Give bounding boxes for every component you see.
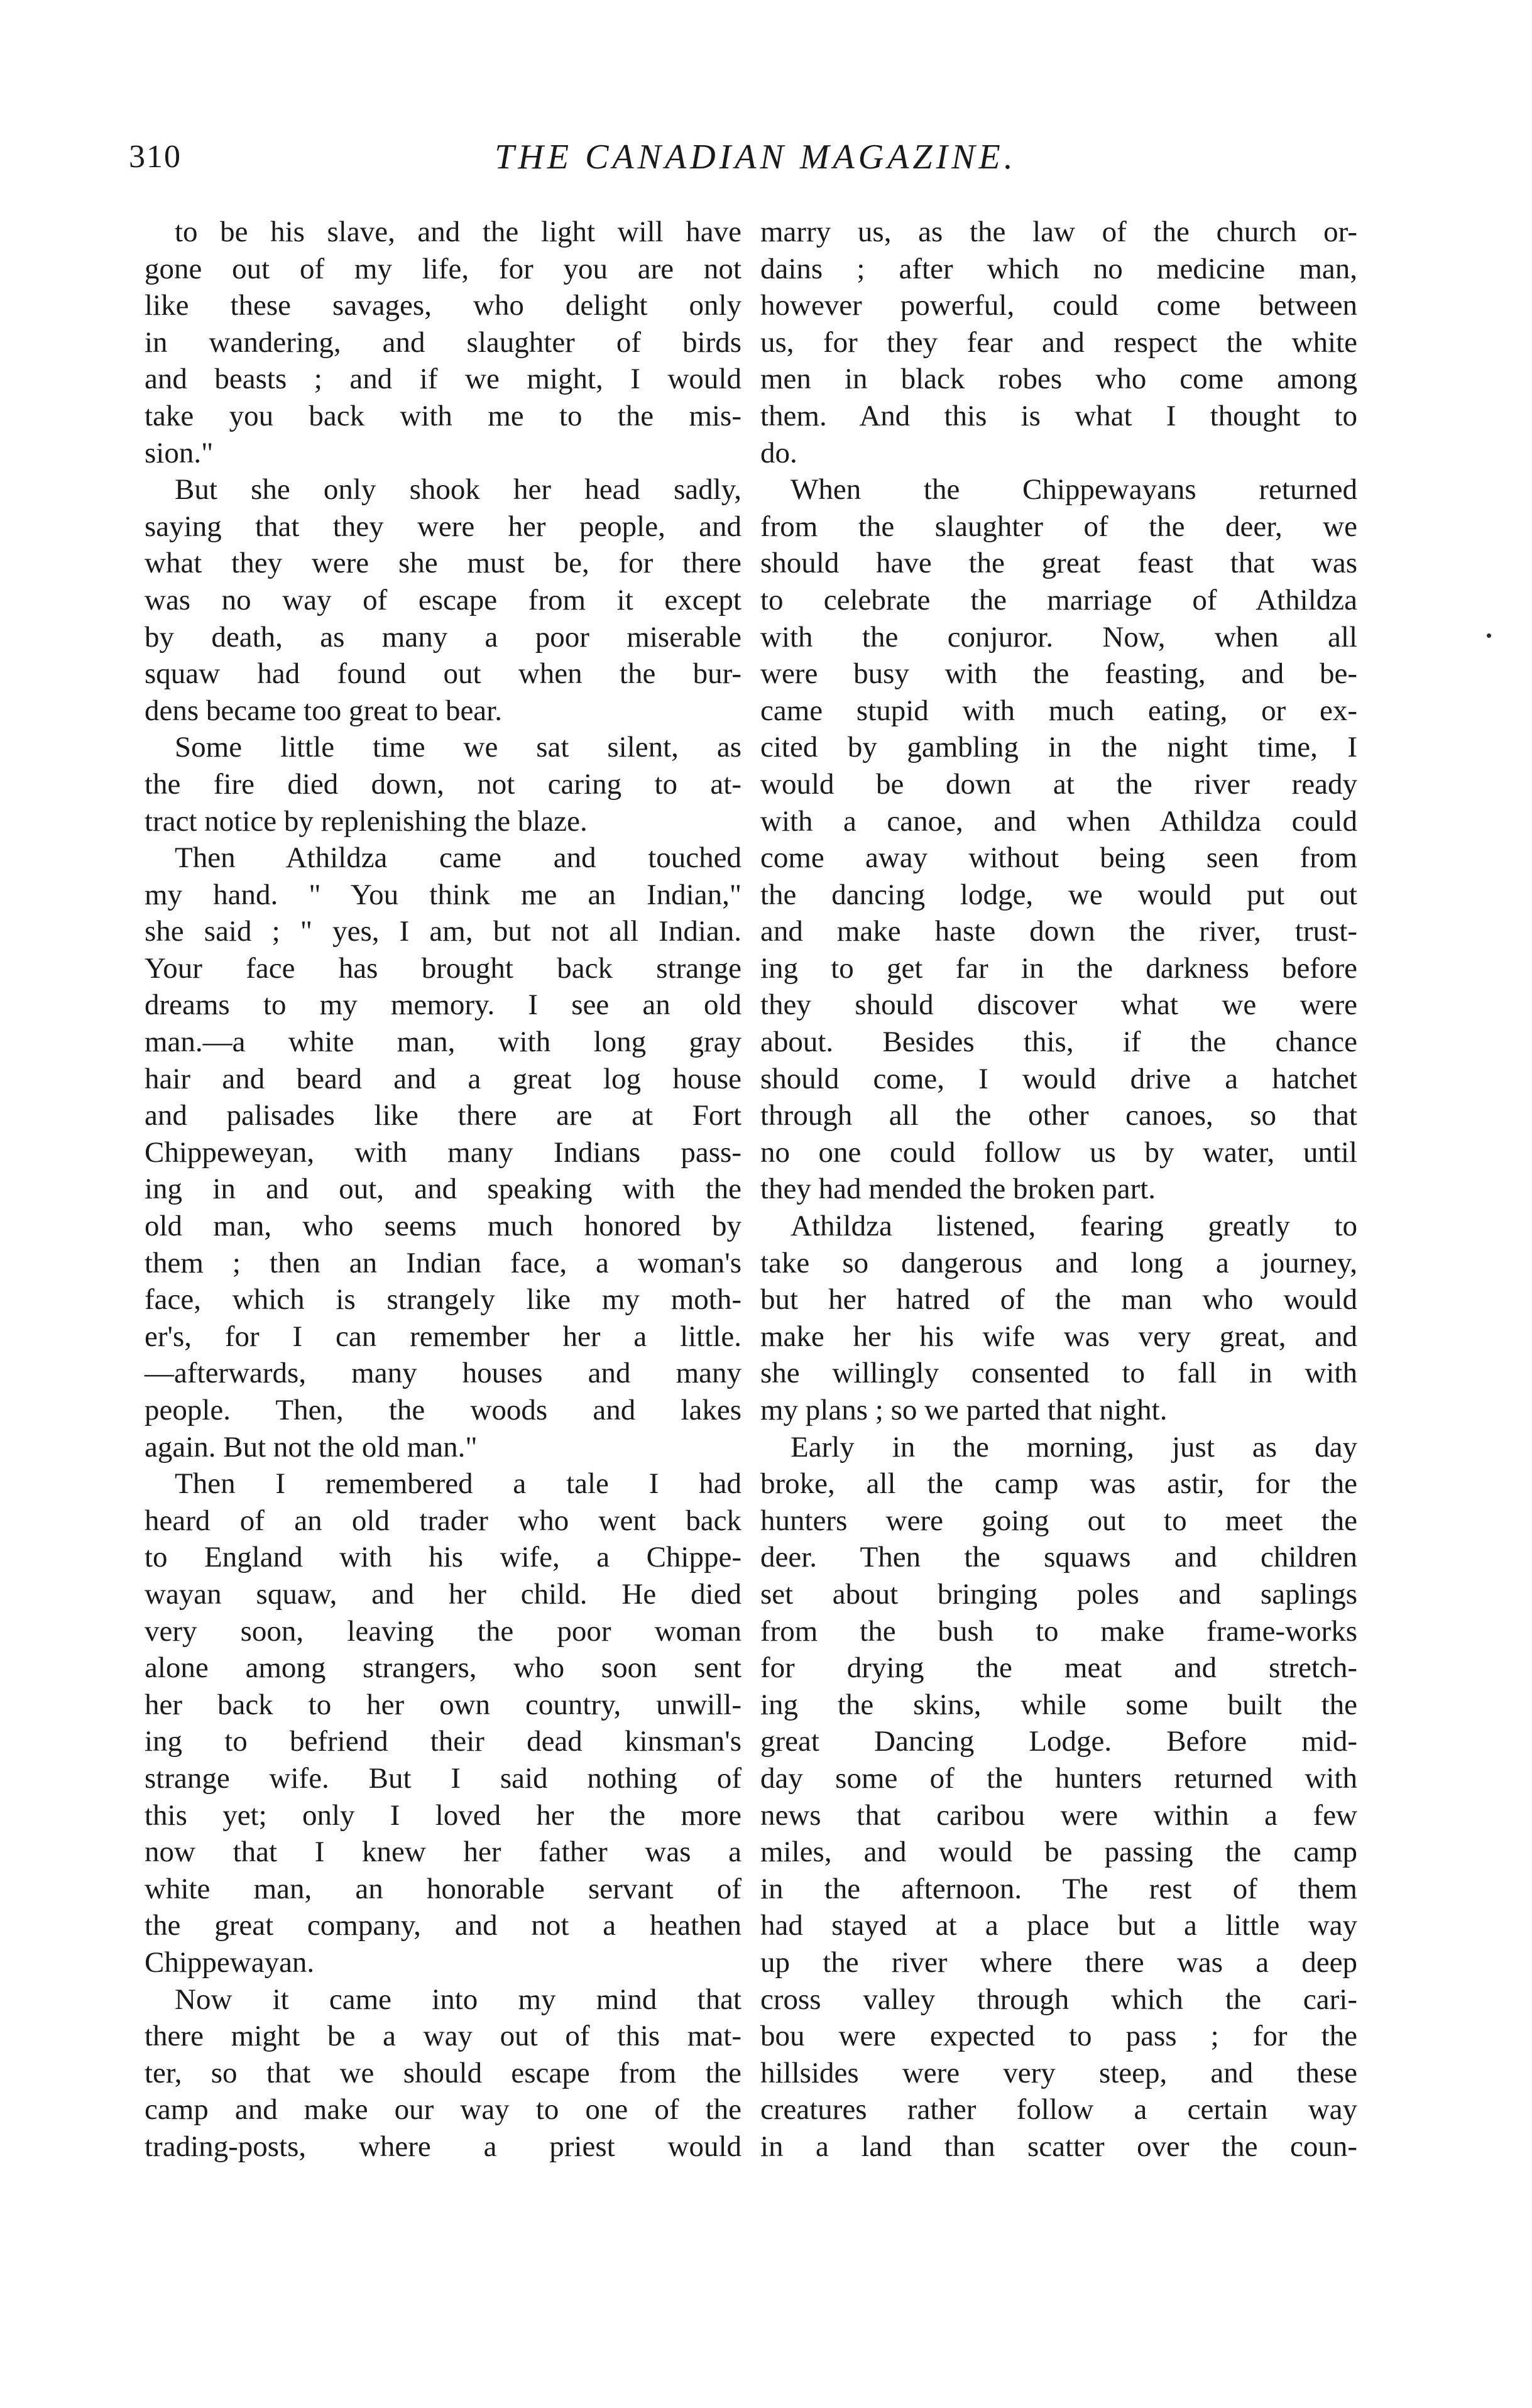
text-line: old man, who seems much honored by bbox=[145, 1210, 741, 1243]
page-header bbox=[129, 129, 1382, 185]
text-line: marry us, as the law of the church or- bbox=[760, 216, 1357, 248]
text-line: Early in the morning, just as day bbox=[791, 1430, 1357, 1464]
text-line: about. Besides this, if the chance bbox=[760, 1026, 1357, 1059]
text-line: ing to befriend their dead kinsman's bbox=[145, 1725, 741, 1758]
text-line: up the river where there was a deep bbox=[760, 1946, 1357, 1979]
text-line: them. And this is what I thought to bbox=[760, 399, 1357, 432]
text-line: wayan squaw, and her child. He died bbox=[145, 1577, 741, 1611]
text-line: ing the skins, while some built the bbox=[760, 1688, 1357, 1721]
text-line: to England with his wife, a Chippe- bbox=[145, 1541, 741, 1574]
print-speck bbox=[1487, 633, 1491, 638]
text-line: should come, I would drive a hatchet bbox=[760, 1062, 1357, 1095]
paragraph bbox=[760, 471, 1357, 1208]
text-line: us, for they fear and respect the white bbox=[760, 326, 1357, 359]
text-line: white man, an honorable servant of bbox=[145, 1872, 741, 1905]
text-line: bou were expected to pass ; for the bbox=[760, 2020, 1357, 2053]
paragraph bbox=[145, 1981, 741, 2165]
text-line: Then I remembered a tale I had bbox=[175, 1467, 741, 1501]
text-line: When the Chippewayans returned bbox=[791, 473, 1357, 506]
text-line: face, which is strangely like my moth- bbox=[145, 1283, 741, 1316]
text-line: news that caribou were within a few bbox=[760, 1798, 1357, 1832]
text-line: Athildza listened, fearing greatly to bbox=[791, 1210, 1357, 1243]
text-line: ing to get far in the darkness before bbox=[760, 951, 1357, 985]
text-line: miles, and would be passing the camp bbox=[760, 1836, 1357, 1869]
text-line: in wandering, and slaughter of birds bbox=[145, 326, 741, 359]
paragraph bbox=[760, 1429, 1357, 2165]
text-line: tract notice by replenishing the blaze. bbox=[145, 804, 588, 838]
text-line: what they were she must be, for there bbox=[145, 547, 741, 580]
text-line: come away without being seen from bbox=[760, 841, 1357, 875]
text-line: the dancing lodge, we would put out bbox=[760, 878, 1357, 911]
text-line: however powerful, could come between bbox=[760, 289, 1357, 322]
text-line: But she only shook her head sadly, bbox=[175, 473, 741, 506]
text-line: Then Athildza came and touched bbox=[175, 841, 741, 875]
paragraph bbox=[145, 729, 741, 840]
text-line: set about bringing poles and saplings bbox=[760, 1577, 1357, 1611]
text-line: man.—a white man, with long gray bbox=[145, 1026, 741, 1059]
text-line: ter, so that we should escape from the bbox=[145, 2056, 741, 2089]
text-line: heard of an old trader who went back bbox=[145, 1504, 741, 1537]
text-line: do. bbox=[760, 436, 797, 469]
text-line: strange wife. But I said nothing of bbox=[145, 1761, 741, 1795]
text-line: this yet; only I loved her the more bbox=[145, 1798, 741, 1832]
text-line: saying that they were her people, and bbox=[145, 510, 741, 543]
text-line: cross valley through which the cari- bbox=[760, 1983, 1357, 2016]
text-line: my plans ; so we parted that night. bbox=[760, 1394, 1168, 1426]
text-line: were busy with the feasting, and be- bbox=[760, 657, 1357, 691]
text-line: sion." bbox=[145, 436, 214, 469]
text-line: Now it came into my mind that bbox=[175, 1983, 741, 2016]
text-line: she willingly consented to fall in with bbox=[760, 1357, 1357, 1390]
text-line: gone out of my life, for you are not bbox=[145, 252, 741, 285]
text-line: Your face has brought back strange bbox=[145, 951, 741, 985]
text-line: like these savages, who delight only bbox=[145, 289, 741, 322]
text-line: take so dangerous and long a journey, bbox=[760, 1246, 1357, 1279]
text-line: with the conjuror. Now, when all bbox=[760, 620, 1357, 654]
text-line: and make haste down the river, trust- bbox=[760, 915, 1357, 948]
text-line: men in black robes who come among bbox=[760, 363, 1357, 396]
text-line: hair and beard and a great log house bbox=[145, 1062, 741, 1095]
text-line: with a canoe, and when Athildza could bbox=[760, 804, 1357, 838]
text-line: camp and make our way to one of the bbox=[145, 2093, 741, 2126]
text-line: squaw had found out when the bur- bbox=[145, 657, 741, 691]
text-line: to celebrate the marriage of Athildza bbox=[760, 583, 1357, 616]
text-line: Some little time we sat silent, as bbox=[175, 731, 741, 764]
text-line: again. But not the old man." bbox=[145, 1430, 478, 1464]
paragraph bbox=[145, 471, 741, 729]
text-line: take you back with me to the mis- bbox=[145, 399, 741, 432]
text-line: came stupid with much eating, or ex- bbox=[760, 694, 1357, 727]
text-line: my hand. " You think me an Indian," bbox=[145, 878, 741, 911]
text-line: er's, for I can remember her a little. bbox=[145, 1320, 741, 1353]
text-line: and beasts ; and if we might, I would bbox=[145, 363, 741, 396]
text-line: dains ; after which no medicine man, bbox=[760, 252, 1357, 285]
text-line: no one could follow us by water, until bbox=[760, 1136, 1357, 1169]
text-line: people. Then, the woods and lakes bbox=[145, 1394, 741, 1426]
paragraph bbox=[145, 840, 741, 1465]
text-line: trading-posts, where a priest would bbox=[145, 2130, 741, 2163]
text-line: should have the great feast that was bbox=[760, 547, 1357, 580]
text-line: Chippeweyan, with many Indians pass- bbox=[145, 1136, 741, 1169]
text-line: dreams to my memory. I see an old bbox=[145, 988, 741, 1022]
paragraph bbox=[760, 214, 1357, 471]
text-line: in a land than scatter over the coun- bbox=[760, 2130, 1357, 2163]
text-line: was no way of escape from it except bbox=[145, 583, 741, 616]
text-line: from the bush to make frame-works bbox=[760, 1614, 1357, 1648]
text-line: they had mended the broken part. bbox=[760, 1173, 1156, 1206]
text-line: from the slaughter of the deer, we bbox=[760, 510, 1357, 543]
text-line: day some of the hunters returned with bbox=[760, 1761, 1357, 1795]
text-line: hunters were going out to meet the bbox=[760, 1504, 1357, 1537]
left-text-column bbox=[145, 214, 741, 2165]
text-line: ing in and out, and speaking with the bbox=[145, 1173, 741, 1206]
text-line: very soon, leaving the poor woman bbox=[145, 1614, 741, 1648]
text-line: she said ; " yes, I am, but not all Indian. bbox=[145, 915, 741, 948]
text-line: now that I knew her father was a bbox=[145, 1836, 741, 1869]
text-line: would be down at the river ready bbox=[760, 767, 1357, 801]
text-line: the fire died down, not caring to at- bbox=[145, 767, 741, 801]
text-line: the great company, and not a heathen bbox=[145, 1909, 741, 1942]
text-line: in the afternoon. The rest of them bbox=[760, 1872, 1357, 1905]
page-number: 310 bbox=[129, 139, 182, 175]
text-line: for drying the meat and stretch- bbox=[760, 1651, 1357, 1685]
paragraph bbox=[760, 1208, 1357, 1429]
text-line: great Dancing Lodge. Before mid- bbox=[760, 1725, 1357, 1758]
text-line: had stayed at a place but a little way bbox=[760, 1909, 1357, 1942]
paragraph bbox=[145, 214, 741, 471]
right-text-column bbox=[760, 214, 1357, 2165]
text-line: but her hatred of the man who would bbox=[760, 1283, 1357, 1316]
text-line: and palisades like there are at Fort bbox=[145, 1099, 741, 1132]
text-line: them ; then an Indian face, a woman's bbox=[145, 1246, 741, 1279]
text-line: —afterwards, many houses and many bbox=[145, 1357, 741, 1390]
text-line: Chippewayan. bbox=[145, 1946, 315, 1979]
text-line: dens became too great to bear. bbox=[145, 694, 502, 727]
text-line: they should discover what we were bbox=[760, 988, 1357, 1022]
text-line: to be his slave, and the light will have bbox=[175, 216, 741, 248]
text-line: through all the other canoes, so that bbox=[760, 1099, 1357, 1132]
text-line: alone among strangers, who soon sent bbox=[145, 1651, 741, 1685]
running-title: THE CANADIAN MAGAZINE. bbox=[495, 138, 1017, 177]
text-line: broke, all the camp was astir, for the bbox=[760, 1467, 1357, 1501]
text-line: make her his wife was very great, and bbox=[760, 1320, 1357, 1353]
text-line: deer. Then the squaws and children bbox=[760, 1541, 1357, 1574]
text-line: cited by gambling in the night time, I bbox=[760, 731, 1357, 764]
text-line: hillsides were very steep, and these bbox=[760, 2056, 1357, 2089]
paragraph bbox=[145, 1465, 741, 1981]
text-line: by death, as many a poor miserable bbox=[145, 620, 741, 654]
text-line: her back to her own country, unwill- bbox=[145, 1688, 741, 1721]
text-line: creatures rather follow a certain way bbox=[760, 2093, 1357, 2126]
text-line: there might be a way out of this mat- bbox=[145, 2020, 741, 2053]
